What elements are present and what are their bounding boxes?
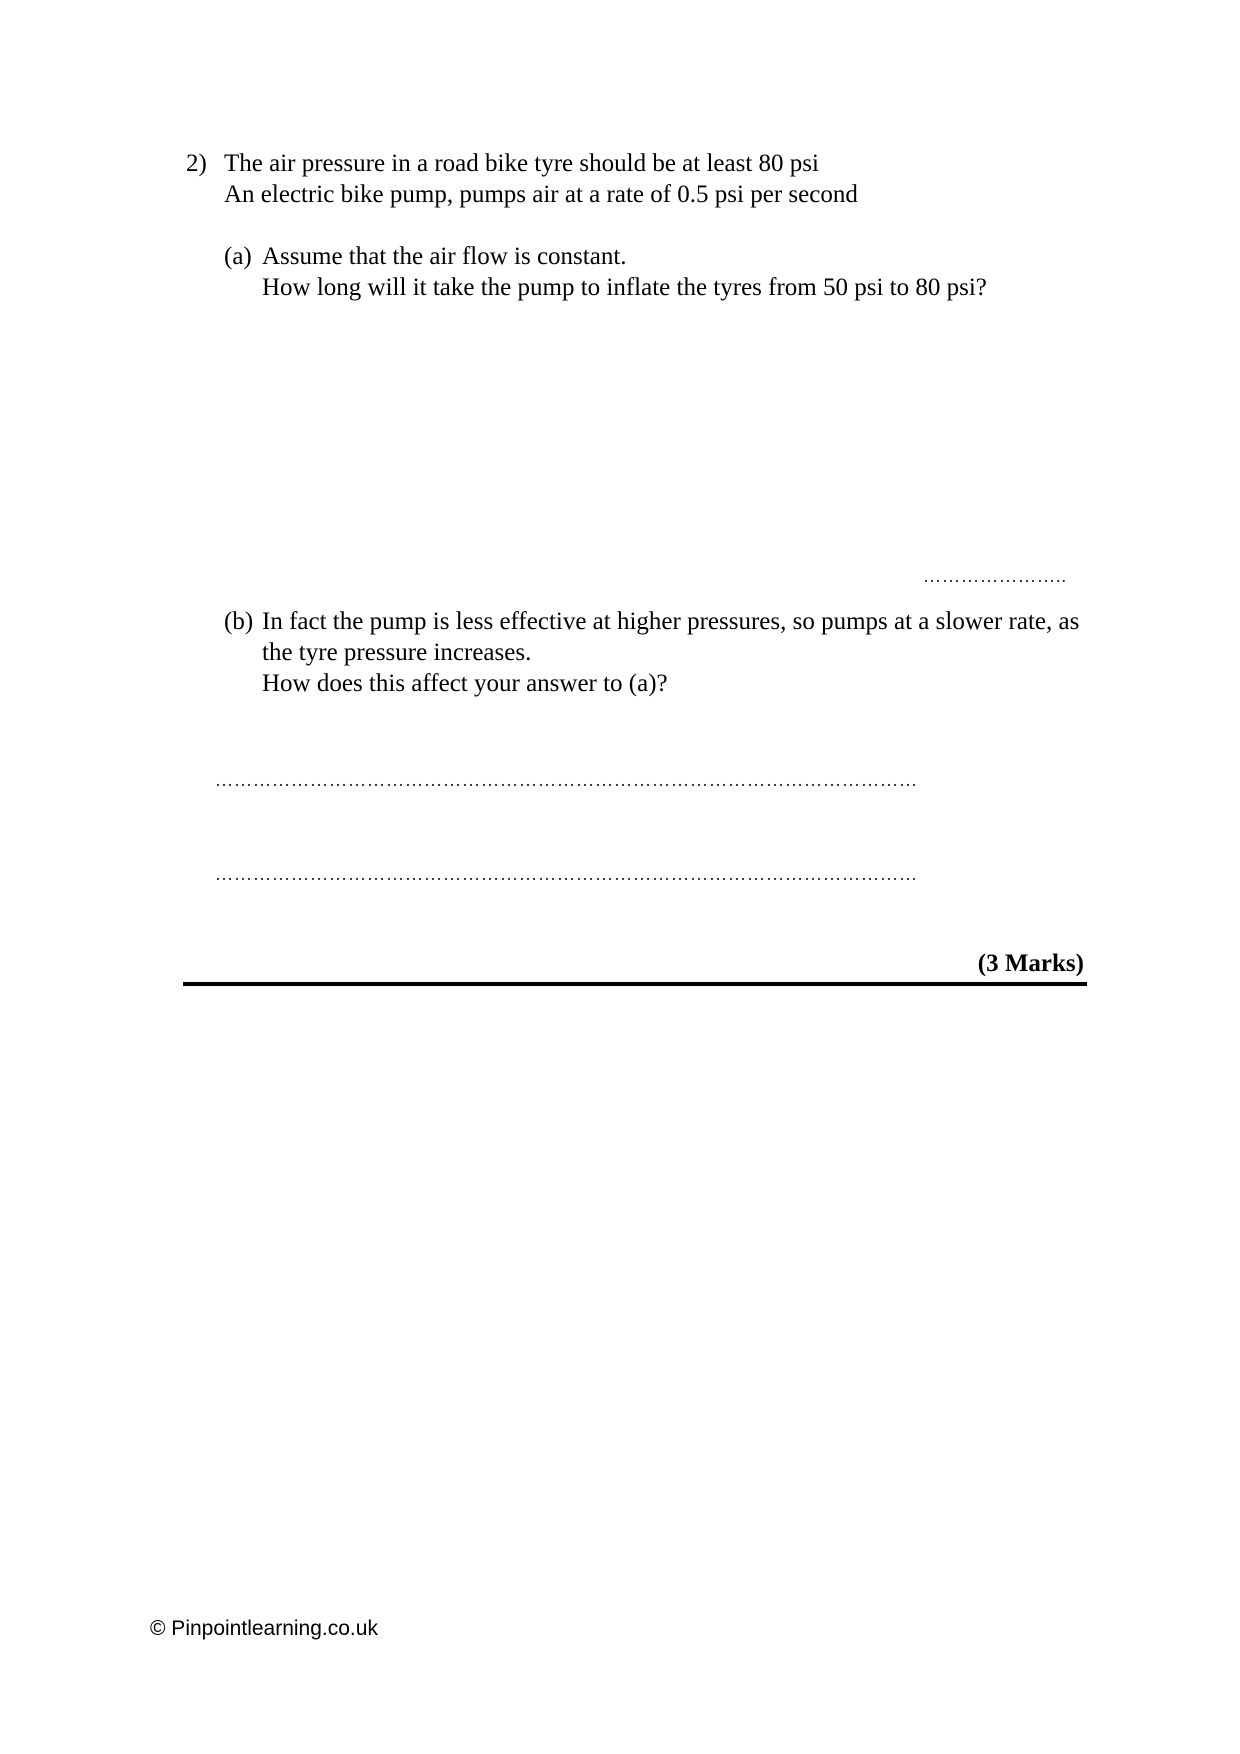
question-line-2: An electric bike pump, pumps air at a rate of 0.5 psi per second [224, 181, 858, 208]
part-a-answer-line[interactable]: ………………….. [923, 566, 1067, 586]
part-b-answer-line-2[interactable]: ………………………………………………………………………………………………… [215, 864, 918, 884]
part-a-line-1: Assume that the air flow is constant. [262, 243, 627, 270]
marks-label: (3 Marks) [977, 950, 1084, 977]
section-divider [183, 982, 1087, 986]
part-b-line-1: In fact the pump is less effective at higher pressures, so pumps at a slower rate, as [262, 608, 1080, 635]
part-b-label: (b) [224, 608, 254, 635]
part-a-label: (a) [224, 243, 252, 270]
part-a-line-2: How long will it take the pump to inflate the tyres from 50 psi to 80 psi? [262, 274, 987, 301]
footer-copyright: © Pinpointlearning.co.uk [150, 1617, 378, 1640]
part-b-line-2: the tyre pressure increases. [262, 639, 532, 666]
question-line-1: The air pressure in a road bike tyre should be at least 80 psi [224, 150, 819, 177]
part-b-answer-line-1[interactable]: ………………………………………………………………………………………………… [215, 770, 918, 790]
part-b-line-3: How does this affect your answer to (a)? [262, 670, 668, 697]
question-number: 2) [186, 150, 207, 177]
